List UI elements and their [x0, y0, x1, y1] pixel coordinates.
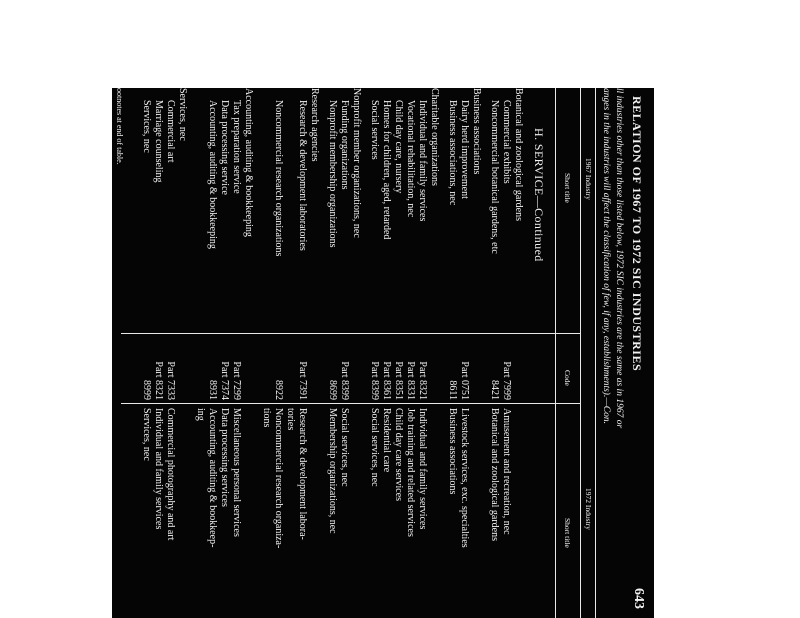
row-1972-title: Business associations — [447, 408, 458, 495]
table-row — [152, 88, 164, 618]
table-row — [194, 88, 206, 618]
table-row — [338, 88, 350, 618]
row-code: 8922 — [273, 380, 284, 400]
table-row — [308, 88, 320, 618]
row-code: Part 8361 — [381, 361, 392, 400]
row-1972-title: Amusement and recreation, nec — [501, 408, 512, 535]
table-row — [242, 88, 254, 618]
table-row — [350, 88, 362, 618]
row-code: Part 8399 — [339, 361, 350, 400]
row-1967-title: Individual and family services — [417, 100, 428, 222]
row-1972-title: Miscellaneous personal services — [231, 408, 242, 537]
row-1967-title: Charitable organizations — [429, 88, 440, 186]
row-code: 8611 — [447, 380, 458, 400]
row-1967-title: Nonprofit member organizations, nec — [351, 88, 362, 238]
row-1967-title: Services, nec — [177, 88, 188, 141]
table-row — [260, 88, 272, 618]
table-row — [326, 88, 338, 618]
row-1967-title: Research & development laboratories — [297, 100, 308, 251]
row-code: Part 8399 — [369, 361, 380, 400]
row-code: Part 0751 — [459, 361, 470, 400]
table-row — [380, 88, 392, 618]
table-top-rule — [595, 88, 596, 618]
row-1967-title: Funding organizations — [339, 100, 350, 190]
section-title: H. SERVICE—Continued — [532, 128, 546, 262]
row-1967-title: Noncommercial botanical gardens, etc — [489, 100, 500, 254]
column-group-rule — [580, 88, 581, 618]
row-code: 8699 — [327, 380, 338, 400]
row-code: Part 7333 — [165, 361, 176, 400]
row-1972-title: Services, nec — [141, 408, 152, 461]
row-code: Part 7999 — [501, 361, 512, 400]
table-row — [164, 88, 176, 618]
table-row — [296, 88, 308, 618]
row-1967-title: Marriage counseling — [153, 100, 164, 183]
row-1972-title: ing — [195, 408, 206, 421]
table-row — [140, 88, 152, 618]
table-row — [230, 88, 242, 618]
row-1967-title: Vocational rehabilitation, nec — [405, 100, 416, 218]
row-code: Part 8331 — [405, 361, 416, 400]
row-1967-title: Data processing service — [219, 100, 230, 195]
row-code: Part 7391 — [297, 361, 308, 400]
row-1972-title: Noncommercial research organiza- — [273, 408, 284, 549]
row-1967-title: Homes for children, aged, retarded — [381, 100, 392, 240]
row-1972-title: Individual and family services — [417, 408, 428, 530]
table-row — [512, 88, 524, 618]
row-1967-title: Services, nec — [141, 100, 152, 153]
header-bottom-rule — [555, 88, 556, 618]
row-1967-title: Accounting, auditing & bookkeeping — [243, 88, 254, 237]
intro-line-1: ll industries other than those listed below, 1972 SIC industries are the same as in 1967 or — [614, 88, 624, 429]
row-1967-title: Noncommercial research organizations — [273, 100, 284, 257]
table-row — [218, 88, 230, 618]
row-1972-title: Residential care — [381, 408, 392, 473]
row-code: 8999 — [141, 380, 152, 400]
row-1967-title: Accounting, auditing & bookkeeping — [207, 100, 218, 249]
table-row — [416, 88, 428, 618]
row-1967-title: Commercial art — [165, 100, 176, 163]
row-1972-title: Social services, nec — [339, 408, 350, 487]
row-1972-title: tions — [261, 408, 272, 428]
col-header-1967: 1967 Industry — [584, 158, 593, 200]
page-number: 643 — [631, 588, 646, 609]
row-1972-title: Botanical and zoological gardens — [489, 408, 500, 542]
rotated-page-content — [112, 88, 654, 618]
table-row — [206, 88, 218, 618]
row-1967-title: Tax preparation service — [231, 100, 242, 194]
row-1967-title: Research agencies — [309, 88, 320, 162]
row-1972-title: Research & development labora- — [297, 408, 308, 540]
table-row — [176, 88, 188, 618]
row-1972-title: Data processing services — [219, 408, 230, 507]
row-code: Part 8351 — [393, 361, 404, 400]
row-code: 8931 — [207, 380, 218, 400]
table-row — [368, 88, 380, 618]
row-code: 8421 — [489, 380, 500, 400]
row-1967-title: Nonprofit membership organizations — [327, 100, 338, 248]
table-row — [500, 88, 512, 618]
row-1972-title: Individual and family services — [153, 408, 164, 530]
table-row — [488, 88, 500, 618]
row-1972-title: Commercial photography and art — [165, 408, 176, 541]
row-1972-title: Child day care services — [393, 408, 404, 502]
row-1972-title: tories — [285, 408, 296, 431]
col-header-short-title-left: Short title — [563, 173, 572, 203]
row-1967-title: Business associations — [471, 88, 482, 175]
row-code: Part 8321 — [153, 361, 164, 400]
table-row — [428, 88, 440, 618]
row-code: Part 7299 — [231, 361, 242, 400]
row-code: Part 8321 — [417, 361, 428, 400]
col-header-1972: 1972 Industry — [584, 488, 593, 530]
row-1967-title: Commercial exhibits — [501, 100, 512, 184]
table-row — [404, 88, 416, 618]
intro-line-2: anges in the industries will affect the classification of few, if any, establishments).—Con. — [601, 88, 611, 424]
table-row — [284, 88, 296, 618]
footnote: ootnotes at end of table. — [115, 88, 124, 165]
row-1972-title: Membership organizations, nec — [327, 408, 338, 534]
table-body — [140, 88, 524, 618]
page-header: RELATION OF 1967 TO 1972 SIC INDUSTRIES — [630, 96, 644, 372]
scanned-page — [112, 88, 654, 618]
col-header-short-title-right: Short title — [563, 518, 572, 548]
table-row — [446, 88, 458, 618]
table-row — [458, 88, 470, 618]
row-code: Part 7374 — [219, 361, 230, 400]
row-1972-title: Social services, nec — [369, 408, 380, 487]
table-row — [272, 88, 284, 618]
row-1967-title: Dairy herd improvement — [459, 100, 470, 199]
row-1967-title: Social services — [369, 100, 380, 160]
row-1967-title: Botanical and zoological gardens — [513, 88, 524, 222]
row-1972-title: Job training and related services — [405, 408, 416, 537]
table-row — [392, 88, 404, 618]
col-header-code: Code — [563, 370, 572, 386]
row-1967-title: Business associations, nec — [447, 100, 458, 206]
row-1967-title: Child day care, nursery — [393, 100, 404, 194]
row-1972-title: Accounting, auditing & bookkeep- — [207, 408, 218, 548]
table-row — [470, 88, 482, 618]
row-1972-title: Livestock services, exc. specialties — [459, 408, 470, 548]
